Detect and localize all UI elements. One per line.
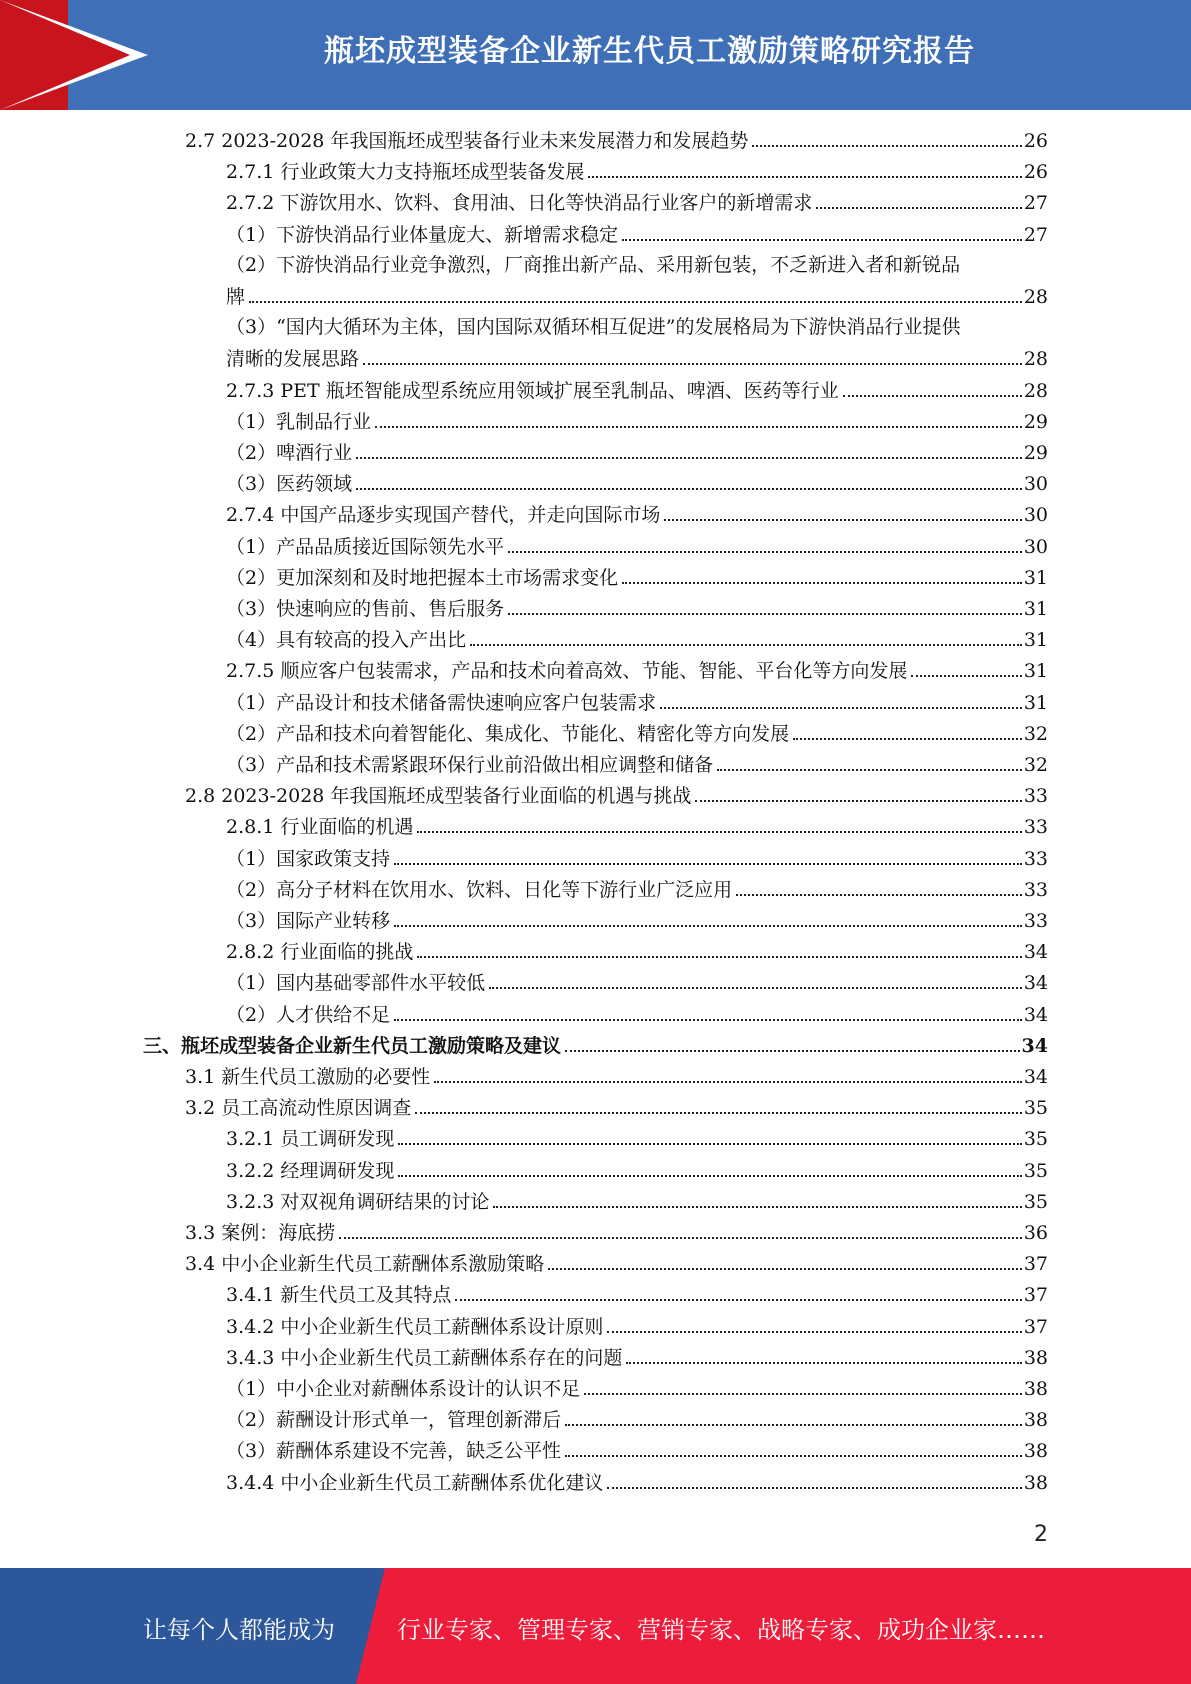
toc-entry-title: （2）高分子材料在饮用水、饮料、日化等下游行业广泛应用 [226, 878, 733, 901]
toc-dot-leader [911, 675, 1021, 677]
report-title: 瓶坯成型装备企业新生代员工激励策略研究报告 [324, 34, 975, 69]
toc-entry[interactable] [226, 403, 1048, 434]
toc-entry-title: 2.7.2 下游饮用水、饮料、食用油、日化等快消品行业客户的新增需求 [226, 192, 813, 215]
toc-page-number: 38 [1023, 1378, 1048, 1400]
toc-entry-title: 3.3 案例：海底捞 [185, 1222, 336, 1244]
toc-entry-title: （3）快速响应的售前、售后服务 [226, 598, 505, 620]
toc-dot-leader [417, 831, 1021, 833]
toc-entry[interactable] [226, 902, 1048, 933]
toc-page-number: 34 [1023, 941, 1048, 964]
toc-entry-title: 3.1 新生代员工激励的必要性 [185, 1066, 431, 1088]
toc-page-number: 31 [1023, 660, 1048, 683]
toc-entry[interactable] [226, 933, 1048, 964]
toc-page-number: 35 [1023, 1190, 1048, 1213]
toc-entry-title: 牌 [226, 286, 246, 308]
toc-entry[interactable] [226, 1339, 1048, 1370]
toc-dot-leader [434, 1081, 1022, 1083]
toc-page-number: 38 [1023, 1471, 1048, 1494]
toc-dot-leader [622, 239, 1022, 241]
toc-entry-title: （2）薪酬设计形式单一，管理创新滞后 [226, 1409, 562, 1432]
toc-entry-title: 3.4 中小企业新生代员工薪酬体系激励策略 [185, 1253, 545, 1276]
toc-page-number: 32 [1023, 754, 1048, 776]
toc-entry[interactable] [226, 746, 1048, 777]
toc-entry-title: （2）人才供给不足 [226, 1003, 391, 1026]
toc-page-number: 31 [1023, 691, 1048, 714]
toc-page-number: 35 [1023, 1159, 1048, 1182]
toc-entry-title: （1）产品品质接近国际领先水平 [226, 535, 505, 558]
toc-dot-leader [816, 207, 1021, 209]
toc-dot-leader [717, 769, 1022, 771]
toc-entry[interactable] [185, 122, 1048, 153]
toc-entry[interactable] [185, 1214, 1048, 1245]
toc-entry-title: （1）国家政策支持 [226, 847, 391, 870]
toc-entry[interactable] [226, 621, 1048, 652]
toc-page-number: 35 [1023, 1097, 1048, 1120]
toc-entry[interactable] [226, 996, 1048, 1027]
toc-dot-leader [394, 863, 1022, 865]
toc-dot-leader [660, 707, 1022, 709]
toc-entry[interactable] [226, 1308, 1048, 1339]
toc-entry-title: （2）啤酒行业 [226, 442, 353, 464]
toc-dot-leader [793, 738, 1022, 740]
toc-entry[interactable] [185, 777, 1048, 808]
toc-dot-leader [493, 1206, 1021, 1208]
toc-dot-leader [489, 987, 1022, 989]
toc-entry[interactable] [185, 1058, 1048, 1089]
toc-dot-leader [588, 176, 1021, 178]
toc-entry-title: 清晰的发展思路 [226, 348, 360, 371]
toc-dot-leader [736, 894, 1022, 896]
toc-entry-title: 3.2 员工高流动性原因调查 [185, 1097, 412, 1120]
toc-entry[interactable] [143, 1027, 1048, 1058]
toc-page-number: 35 [1023, 1128, 1048, 1151]
toc-dot-leader [548, 1268, 1022, 1270]
toc-page-number: 30 [1023, 473, 1048, 496]
toc-dot-leader [622, 582, 1022, 584]
toc-entry-title: 2.8.2 行业面临的挑战 [226, 941, 414, 964]
toc-entry-title: 3.2.2 经理调研发现 [226, 1159, 395, 1182]
toc-dot-leader [664, 519, 1021, 521]
toc-entry-title: （3）薪酬体系建设不完善，缺乏公平性 [226, 1440, 562, 1463]
toc-entry[interactable] [226, 1276, 1048, 1307]
toc-dot-leader [565, 1455, 1022, 1457]
toc-entry[interactable] [185, 1245, 1048, 1276]
toc-dot-leader [508, 613, 1022, 615]
toc-page-number: 33 [1023, 816, 1048, 839]
toc-dot-leader [415, 1112, 1022, 1114]
toc-page-number: 38 [1023, 1346, 1048, 1369]
toc-entry-title: 2.7 2023-2028 年我国瓶坯成型装备行业未来发展潜力和发展趋势 [185, 130, 749, 152]
toc-entry-title: 3.4.3 中小企业新生代员工薪酬体系存在的问题 [226, 1346, 623, 1369]
toc-entry[interactable] [226, 590, 1048, 621]
toc-page-number: 33 [1023, 878, 1048, 901]
toc-dot-leader [363, 363, 1022, 365]
toc-entry[interactable] [226, 1120, 1048, 1151]
toc-page-number: 30 [1023, 504, 1048, 527]
toc-entry-title: （3）产品和技术需紧跟环保行业前沿做出相应调整和储备 [226, 754, 714, 776]
toc-dot-leader [508, 551, 1022, 553]
toc-dot-leader [455, 1299, 1021, 1301]
toc-entry[interactable] [185, 1089, 1048, 1120]
toc-entry[interactable] [226, 434, 1048, 465]
toc-dot-leader [584, 1393, 1022, 1395]
toc-entry-title: 2.8 2023-2028 年我国瓶坯成型装备行业面临的机遇与挑战 [185, 785, 692, 808]
toc-dot-leader [607, 1331, 1021, 1333]
toc-entry[interactable] [226, 871, 1048, 902]
toc-dot-leader [394, 1019, 1022, 1021]
toc-page-number: 33 [1023, 847, 1048, 870]
toc-dot-leader [843, 395, 1022, 397]
toc-entry[interactable] [226, 496, 1048, 527]
toc-dot-leader [565, 1050, 1020, 1052]
toc-entry-title: （1）产品设计和技术储备需快速响应客户包装需求 [226, 691, 657, 714]
toc-entry-title: 3.4.2 中小企业新生代员工薪酬体系设计原则 [226, 1315, 604, 1338]
toc-dot-leader [394, 925, 1022, 927]
toc-entry-title: （2）更加深刻和及时地把握本土市场需求变化 [226, 566, 619, 589]
toc-entry[interactable] [226, 1432, 1048, 1463]
toc-entry-title: （3）医药领域 [226, 473, 353, 496]
toc-dot-leader [356, 488, 1022, 490]
toc-page-number: 27 [1023, 223, 1048, 246]
toc-entry[interactable] [226, 372, 1048, 403]
toc-entry-line: （2）下游快消品行业竞争激烈，厂商推出新产品、采用新包装，不乏新进入者和新锐品 [226, 253, 961, 276]
toc-entry-title: 2.8.1 行业面临的机遇 [226, 816, 414, 839]
header-red-chevron [0, 0, 130, 110]
toc-page-number: 29 [1023, 442, 1048, 464]
toc-page-number: 31 [1023, 598, 1048, 620]
toc-dot-leader [607, 1487, 1021, 1489]
toc-entry-title: 3.2.1 员工调研发现 [226, 1128, 395, 1151]
page-number: 2 [1034, 1522, 1048, 1547]
toc-page-number: 36 [1023, 1222, 1048, 1244]
toc-entry-title: 3.2.3 对双视角调研结果的讨论 [226, 1190, 490, 1213]
toc-entry[interactable] [226, 964, 1048, 995]
toc-dot-leader [626, 1362, 1021, 1364]
toc-entry[interactable] [226, 278, 1048, 309]
toc-entry-title: （4）具有较高的投入产出比 [226, 629, 467, 652]
toc-entry[interactable] [226, 559, 1048, 590]
toc-entry[interactable] [226, 216, 1048, 247]
toc-dot-leader [417, 956, 1021, 958]
toc-entry[interactable] [226, 153, 1048, 184]
toc-entry-title: （1）乳制品行业 [226, 410, 372, 433]
toc-page-number: 31 [1023, 629, 1048, 652]
toc-page-number: 34 [1023, 1003, 1048, 1026]
toc-entry[interactable] [226, 184, 1048, 215]
toc-dot-leader [565, 1424, 1022, 1426]
toc-page-number: 37 [1023, 1315, 1048, 1338]
toc-page-number: 33 [1023, 910, 1048, 932]
toc-entry-line: （3）“国内大循环为主体，国内国际双循环相互促进”的发展格局为下游快消品行业提供 [226, 316, 961, 339]
toc-entry[interactable] [226, 684, 1048, 715]
toc-page-number: 31 [1023, 566, 1048, 589]
toc-entry[interactable] [226, 808, 1048, 839]
toc-page-number: 27 [1023, 192, 1048, 215]
toc-page-number: 28 [1023, 379, 1048, 402]
toc-page-number: 34 [1021, 1034, 1048, 1057]
toc-entry-title: 3.4.1 新生代员工及其特点 [226, 1284, 452, 1307]
toc-page-number: 38 [1023, 1409, 1048, 1432]
toc-entry-title: （1）国内基础零部件水平较低 [226, 972, 486, 995]
toc-entry[interactable] [226, 1183, 1048, 1214]
toc-entry-title: 三、瓶坯成型装备企业新生代员工激励策略及建议 [143, 1034, 562, 1057]
toc-entry[interactable] [226, 1401, 1048, 1432]
toc-dot-leader [398, 1175, 1021, 1177]
toc-page-number: 32 [1023, 722, 1048, 745]
toc-entry[interactable] [226, 465, 1048, 496]
toc-entry-title: 2.7.4 中国产品逐步实现国产替代，并走向国际市场 [226, 504, 661, 527]
toc-dot-leader [752, 145, 1021, 147]
page-footer [0, 1568, 1191, 1684]
toc-page-number: 28 [1023, 286, 1048, 308]
toc-entry[interactable] [226, 340, 1048, 371]
toc-entry[interactable] [226, 840, 1048, 871]
toc-entry-title: 2.7.3 PET 瓶坯智能成型系统应用领域扩展至乳制品、啤酒、医药等行业 [226, 379, 839, 402]
toc-entry-title: （1）下游快消品行业体量庞大、新增需求稳定 [226, 223, 619, 246]
footer-slogan-right: 行业专家、管理专家、营销专家、战略专家、成功企业家…… [397, 1616, 1045, 1644]
toc-entry-title: 3.4.4 中小企业新生代员工薪酬体系优化建议 [226, 1471, 604, 1494]
toc-page-number: 29 [1023, 410, 1048, 433]
toc-entry-title: （3）国际产业转移 [226, 910, 391, 932]
toc-entry[interactable] [226, 528, 1048, 559]
toc-entry[interactable] [226, 1152, 1048, 1183]
toc-page-number: 26 [1023, 130, 1048, 152]
toc-entry-title: （1）中小企业对薪酬体系设计的认识不足 [226, 1378, 581, 1400]
toc-dot-leader [249, 301, 1022, 303]
toc-page-number: 34 [1023, 1066, 1048, 1088]
toc-entry[interactable] [226, 715, 1048, 746]
toc-page-number: 26 [1023, 161, 1048, 184]
toc-page-number: 37 [1023, 1253, 1048, 1276]
page-header [0, 0, 1191, 110]
toc-dot-leader [375, 426, 1022, 428]
toc-entry-title: 2.7.5 顺应客户包装需求，产品和技术向着高效、节能、智能、平台化等方向发展 [226, 660, 908, 683]
toc-entry-title: 2.7.1 行业政策大力支持瓶坯成型装备发展 [226, 161, 585, 184]
toc-dot-leader [470, 644, 1022, 646]
toc-entry[interactable] [226, 1370, 1048, 1401]
toc-entry-title: （2）产品和技术向着智能化、集成化、节能化、精密化等方向发展 [226, 722, 790, 745]
toc-page-number: 34 [1023, 972, 1048, 995]
toc-page-number: 30 [1023, 535, 1048, 558]
toc-page-number: 28 [1023, 348, 1048, 371]
toc-dot-leader [398, 1143, 1021, 1145]
toc-page-number: 33 [1023, 785, 1048, 808]
toc-dot-leader [356, 457, 1022, 459]
toc-page-number: 38 [1023, 1440, 1048, 1463]
footer-slogan-left: 让每个人都能成为 [143, 1616, 335, 1644]
toc-dot-leader [339, 1237, 1022, 1239]
toc-entry[interactable] [226, 652, 1048, 683]
toc-entry[interactable] [226, 1464, 1048, 1495]
toc-dot-leader [695, 800, 1021, 802]
toc-page-number: 37 [1023, 1284, 1048, 1307]
